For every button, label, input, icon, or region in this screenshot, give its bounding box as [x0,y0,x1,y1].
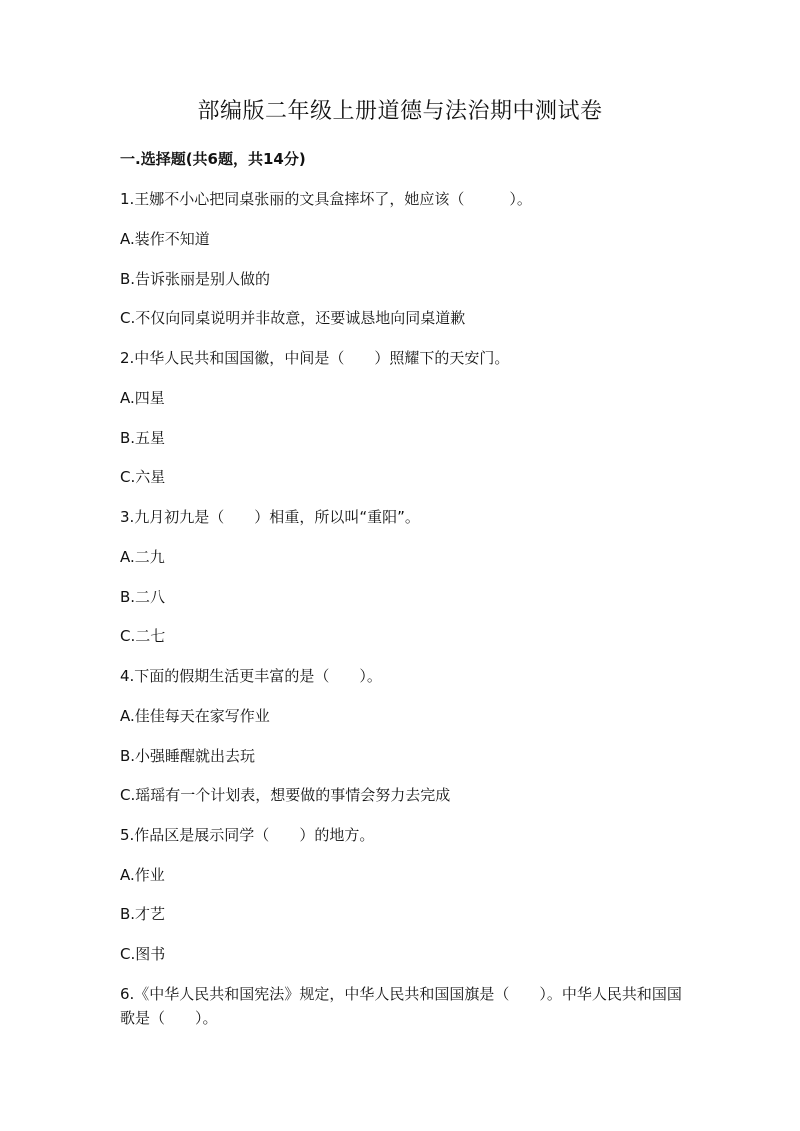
question-1-option-a: A.装作不知道 [120,230,210,248]
question-3-option-c: C.二七 [120,627,166,645]
question-1-option-b: B.告诉张丽是别人做的 [120,270,271,288]
section-heading: 一.选择题(共6题，共14分) [120,150,306,168]
question-1-stem: 1.王娜不小心把同桌张丽的文具盒摔坏了，她应该（ ）。 [120,190,532,208]
page-title: 部编版二年级上册道德与法治期中测试卷 [197,99,603,124]
question-2-option-a: A.四星 [120,389,165,407]
question-5-option-a: A.作业 [120,866,165,884]
question-5-stem: 5.作品区是展示同学（ ）的地方。 [120,826,375,844]
question-6-stem: 6.《中华人民共和国宪法》规定，中华人民共和国国旗是（ ）。中华人民共和国国歌是（ ）。 [120,985,682,1027]
question-4-option-b: B.小强睡醒就出去玩 [120,747,256,765]
question-2-option-c: C.六星 [120,468,166,486]
question-3-stem: 3.九月初九是（ ）相重，所以叫“重阳”。 [120,508,420,526]
question-5-option-b: B.才艺 [120,905,166,923]
question-3-option-a: A.二九 [120,548,165,566]
question-2-stem: 2.中华人民共和国国徽，中间是（ ）照耀下的天安门。 [120,349,510,367]
question-5-option-c: C.图书 [120,945,166,963]
question-2-option-b: B.五星 [120,429,166,447]
question-4-option-c: C.瑶瑶有一个计划表，想要做的事情会努力去完成 [120,786,451,804]
question-1-option-c: C.不仅向同桌说明并非故意，还要诚恳地向同桌道歉 [120,309,466,327]
question-3-option-b: B.二八 [120,588,166,606]
question-4-option-a: A.佳佳每天在家写作业 [120,707,270,725]
question-4-stem: 4.下面的假期生活更丰富的是（ ）。 [120,667,382,685]
